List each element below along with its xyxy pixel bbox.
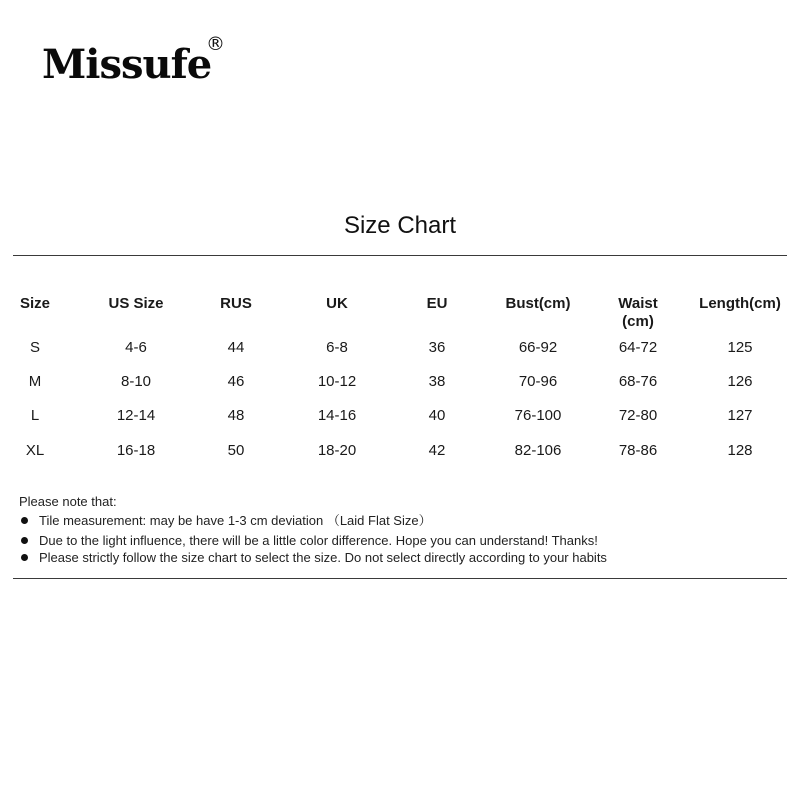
note-item (19, 549, 607, 566)
bullet-icon (21, 517, 28, 524)
notes-heading: Please note that: (19, 494, 117, 509)
table-cell: 40 (428, 407, 446, 424)
table-cell: 126 (727, 373, 753, 390)
table-cell: 127 (727, 407, 753, 424)
header-length: Length(cm) (699, 295, 781, 312)
table-cell: 70-96 (518, 373, 558, 390)
note-item (19, 512, 607, 529)
table-cell: 128 (727, 442, 753, 459)
note-item (19, 532, 607, 549)
table-cell: 44 (227, 339, 245, 356)
bullet-icon (21, 537, 28, 544)
header-us-size: US Size (108, 295, 164, 312)
table-cell: 125 (727, 339, 753, 356)
table-cell: 64-72 (618, 339, 658, 356)
header-rus: RUS (220, 295, 252, 312)
note-text: Tile measurement: may be have 1-3 cm deviation （Laid Flat Size） (39, 513, 432, 528)
table-cell: 12-14 (116, 407, 156, 424)
header-waist-line1: Waist (618, 295, 658, 312)
table-cell: 38 (428, 373, 446, 390)
header-waist-line2: (cm) (622, 313, 654, 330)
table-cell: 68-76 (618, 373, 658, 390)
table-cell: XL (25, 442, 45, 459)
header-uk: UK (326, 295, 348, 312)
header-eu: EU (426, 295, 448, 312)
bullet-icon (21, 554, 28, 561)
table-cell: 36 (428, 339, 446, 356)
registered-mark: ® (206, 33, 225, 55)
note-text: Please strictly follow the size chart to select the size. Do not select directly according to your habits (39, 550, 607, 565)
table-cell: 14-16 (317, 407, 357, 424)
table-cell: L (30, 407, 40, 424)
table-cell: 16-18 (116, 442, 156, 459)
header-bust: Bust(cm) (505, 295, 571, 312)
table-cell: 8-10 (120, 373, 152, 390)
note-text: Due to the light influence, there will be a little color difference. Hope you can understand! Thanks! (39, 533, 598, 548)
table-cell: 76-100 (514, 407, 562, 424)
table-cell: 42 (428, 442, 446, 459)
table-cell: M (28, 373, 42, 390)
table-cell: 48 (227, 407, 245, 424)
table-cell: 50 (227, 442, 245, 459)
page-title: Size Chart (343, 212, 457, 239)
table-cell: 72-80 (618, 407, 658, 424)
table-cell: 66-92 (518, 339, 558, 356)
table-cell: 18-20 (317, 442, 357, 459)
table-cell: 82-106 (514, 442, 562, 459)
table-cell: 4-6 (125, 339, 147, 356)
header-size: Size (19, 295, 50, 312)
notes-section (19, 493, 607, 566)
table-cell: 6-8 (326, 339, 348, 356)
table-cell: 10-12 (317, 373, 357, 390)
table-cell: 78-86 (618, 442, 658, 459)
brand-name: Missufe (42, 41, 212, 88)
bottom-divider (13, 578, 787, 579)
table-cell: 46 (227, 373, 245, 390)
table-cell: S (29, 339, 40, 356)
